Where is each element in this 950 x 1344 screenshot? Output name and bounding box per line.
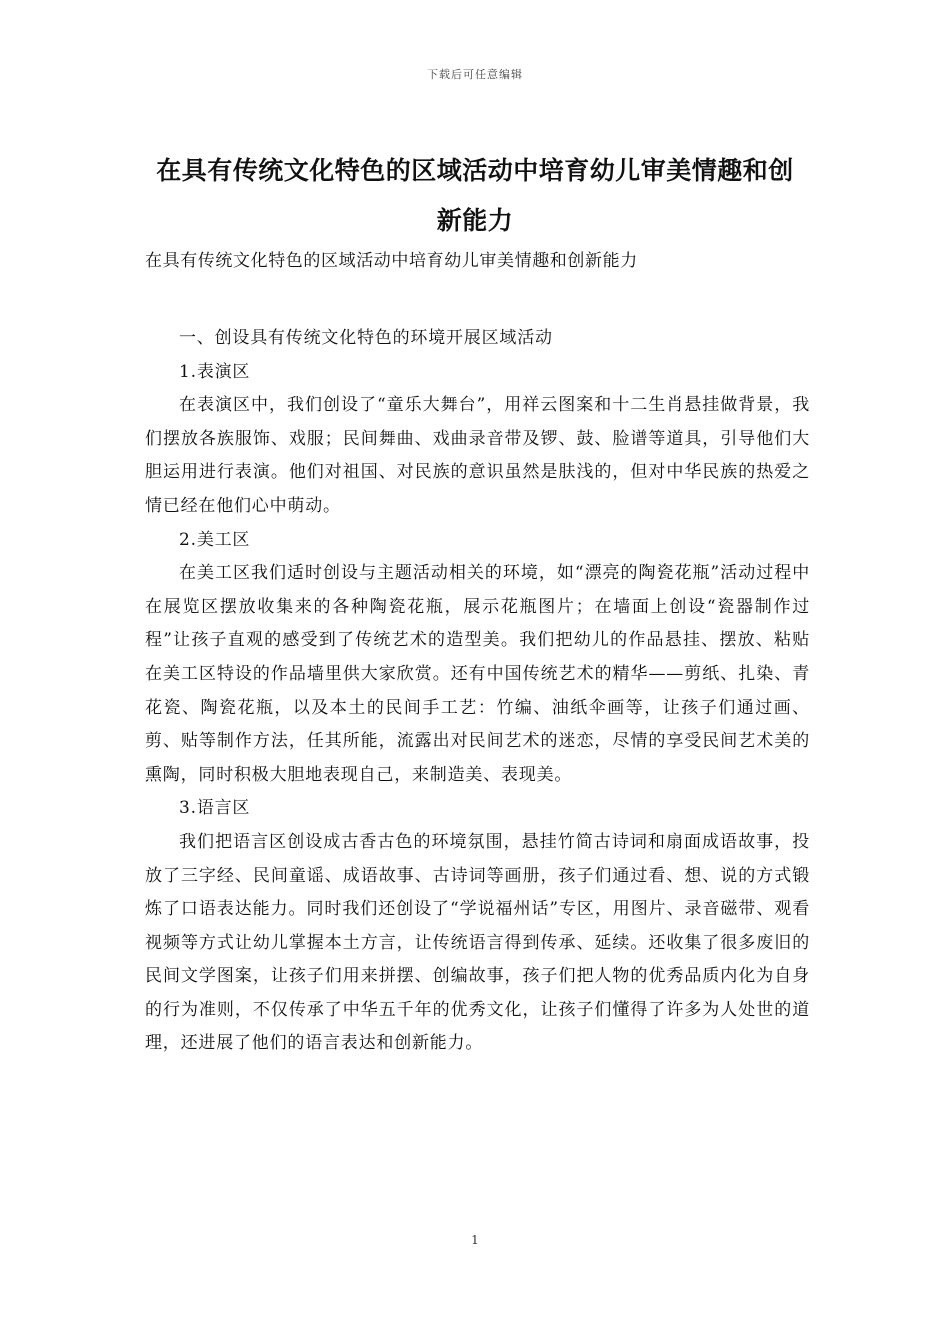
page-header: 下载后可任意编辑 xyxy=(427,68,523,81)
subsection-heading-performance: 1.表演区 xyxy=(179,361,251,382)
page-number: 1 xyxy=(471,1233,479,1247)
document-subtitle: 在具有传统文化特色的区域活动中培育幼儿审美情趣和创新能力 xyxy=(145,251,638,271)
paragraph-language: 我们把语言区创设成古香古色的环境氛围，悬挂竹简古诗词和扇面成语故事，投放了三字经、民间童谣、成语故事、古诗词等画册，孩子们通过看、想、说的方式锻炼了口语表达能力。同时我们还创设了“学说福州话”专区，用图片、录音磁带、观看视频等方式让幼儿掌握本土方言，让传统语言得到传承、延续。还收集了很多废旧的民间文学图案，让孩子们用来拼摆、创编故事，孩子们把人物的优秀品质内化为自身的行为准则，不仅传承了中华五千年的优秀文化，让孩子们懂得了许多为人处世的道理，还进展了他们的语言表达和创新能力。 xyxy=(145,831,810,1054)
document-title: 在具有传统文化特色的区域活动中培育幼儿审美情趣和创新能力 xyxy=(156,156,794,235)
paragraph-performance: 在表演区中，我们创设了“童乐大舞台”，用祥云图案和十二生肖悬挂做背景，我们摆放各族服饰、戏服；民间舞曲、戏曲录音带及锣、鼓、脸谱等道具，引导他们大胆运用进行表演。他们对祖国、对民族的意识虽然是肤浅的，但对中华民族的热爱之情已经在他们心中萌动。 xyxy=(145,395,810,516)
subsection-heading-art: 2.美工区 xyxy=(179,529,251,550)
section-heading: 一、创设具有传统文化特色的环境开展区域活动 xyxy=(179,328,553,348)
document-body xyxy=(145,322,810,1061)
subsection-heading-language: 3.语言区 xyxy=(179,798,251,819)
paragraph-art: 在美工区我们适时创设与主题活动相关的环境，如“漂亮的陶瓷花瓶”活动过程中在展览区摆放收集来的各种陶瓷花瓶，展示花瓶图片；在墙面上创设“瓷器制作过程”让孩子直观的感受到了传统艺术的造型美。我们把幼儿的作品悬挂、摆放、粘贴在美工区特设的作品墙里供大家欣赏。还有中国传统艺术的精华——剪纸、扎染、青花瓷、陶瓷花瓶，以及本土的民间手工艺：竹编、油纸伞画等，让孩子们通过画、剪、贴等制作方法，任其所能，流露出对民间艺术的迷恋，尽情的享受民间艺术美的熏陶，同时积极大胆地表现自己，来制造美、表现美。 xyxy=(145,563,810,785)
